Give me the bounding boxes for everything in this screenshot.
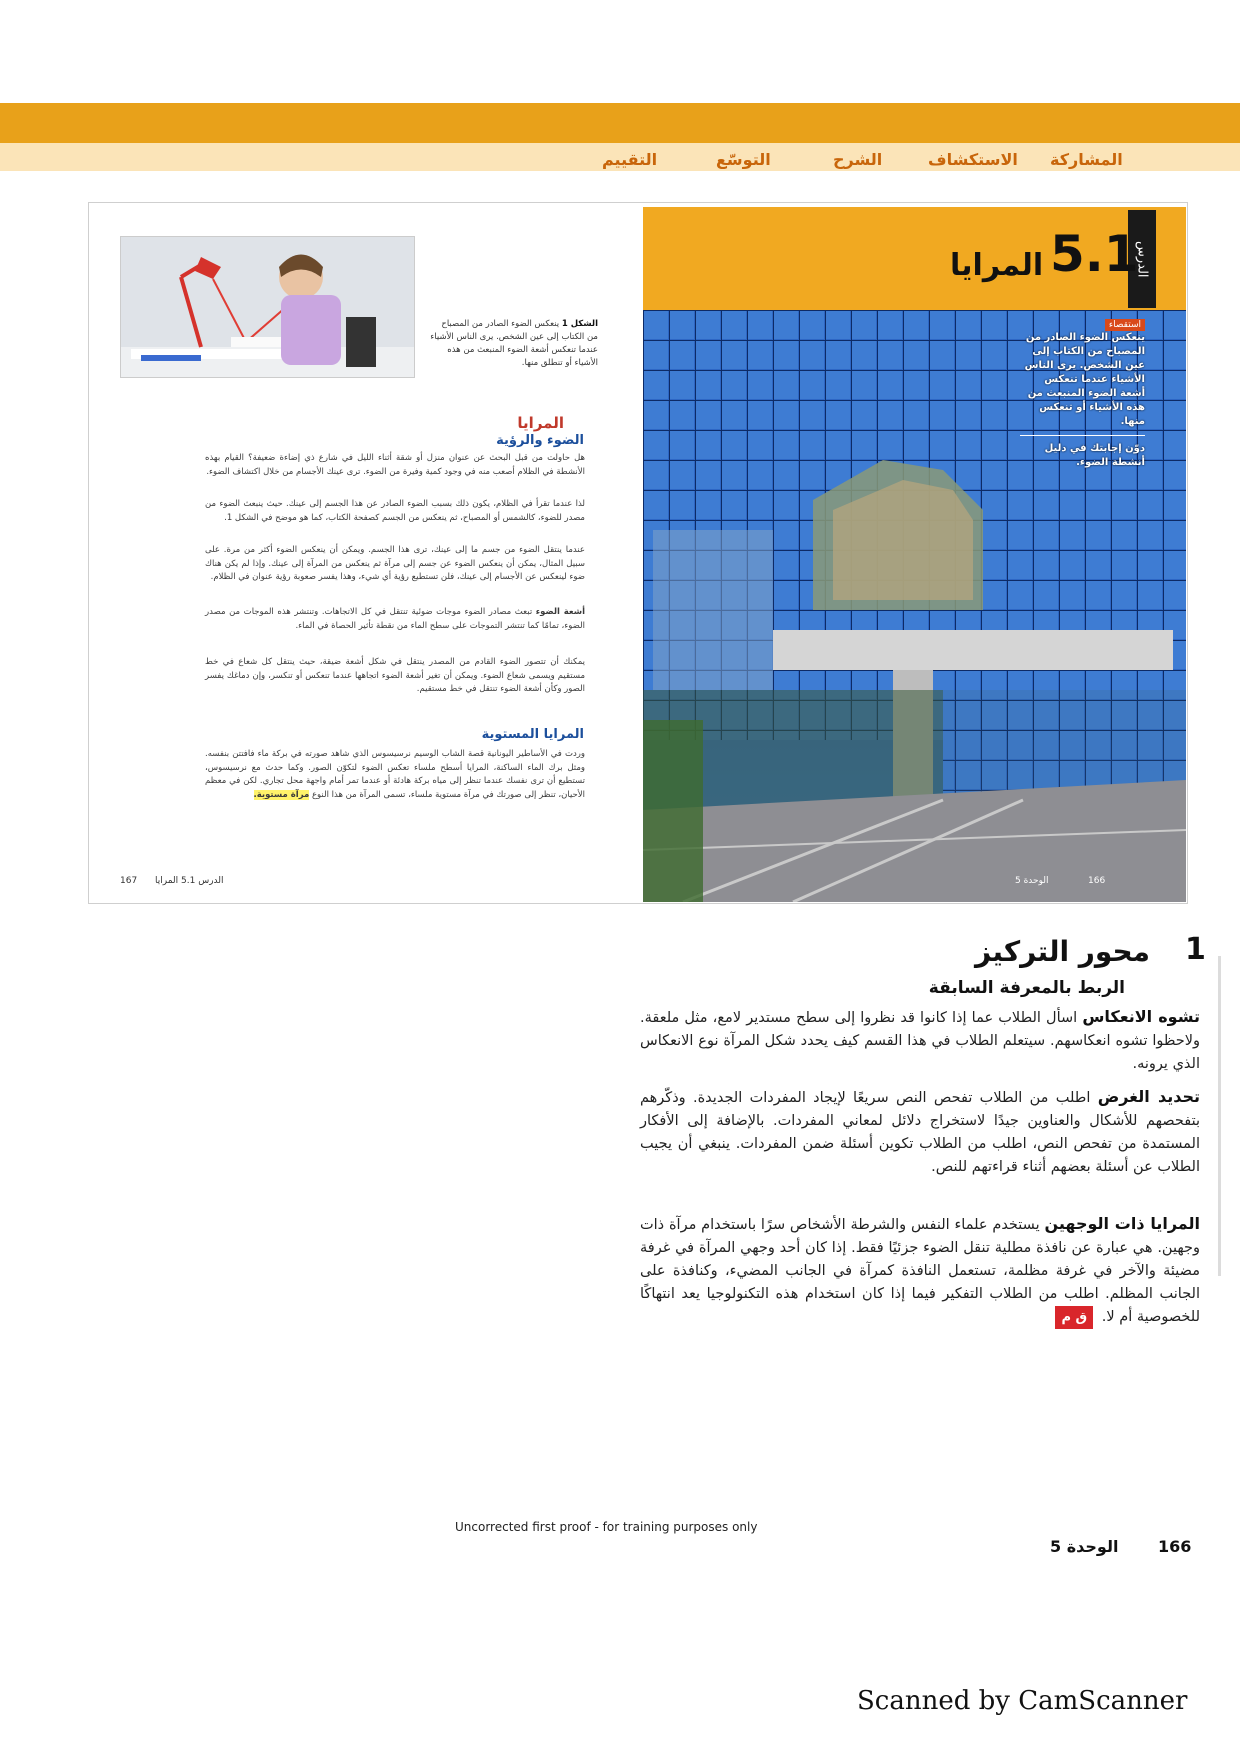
section-paragraph-6 <box>205 748 585 802</box>
section-paragraph-5: يمكنك أن تتصور الضوء القادم من المصدر ينتقل في شكل أشعة ضيقة، حيث ينتقل كل شعاع في خط مستقيم ويسمى شعاع الضوء. ويمكن أن تغير أشعة الضوء اتجاهها عندما تنعكس أو تنكسر، وإن دماغك يفسر الصور وكأن أشعة الضوء تنتقل في خط مستقيم. <box>205 657 585 694</box>
lesson-title: المرايا <box>950 248 1044 283</box>
inquiry-tag: استقصاء <box>1105 319 1145 331</box>
section-paragraph-2: لذا عندما تقرأ في الظلام، يكون ذلك بسبب الضوء الصادر عن هذا الجسم إلى عينك. حيث ينبعث الضوء من مصدر للضوء، كالشمس أو المصباح، ثم ينعكس من الجسم كصفحة الكتاب، كما هو موضح في الشكل 1. <box>205 499 585 523</box>
focus-block-purpose <box>640 1085 1200 1179</box>
figure-caption <box>428 318 598 370</box>
section-paragraph-6-text: وردت في الأساطير اليونانية قصة الشاب الوسيم نرسيسوس الذي شاهد صورته في بركة ماء فافتتن بنفسه. ومثل برك الماء الساكنة، المرايا أسطح ملساء تعكس الضوء لتكوّن الصور. وكما حدث مع نرسيسوس، تستطيع أن ترى نفسك عندما تنظر إلى مياه بركة هادئة أو عندما تمر أمام واجهة محل تجاري. لكن في معظم الأحيان، تنظر إلى صورتك في مرآة مستوية ملساء، تسمى المرآة من هذا النوع <box>205 749 585 800</box>
unit-label: الوحدة 5 <box>1050 1537 1119 1556</box>
focus-block-distortion-text: اسأل الطلاب عما إذا كانوا قد نظروا إلى سطح مستدير لامع، مثل ملعقة. ولاحظوا تشوه انعكاسهم. سيتعلم الطلاب في هذا القسم كيف يحدد شكل المرآة نوع الانعكاس الذي يرونه. <box>640 1010 1200 1072</box>
figure-caption-text: ينعكس الضوء الصادر من المصباح من الكتاب إلى عين الشخص. يرى الناس الأشياء عندما تنعكس أشعة الضوء المنبعث من هذه الأشياء أو تنطلق منها. <box>430 319 598 368</box>
focus-block-distortion <box>640 1005 1200 1076</box>
tab-engage[interactable]: المشاركة <box>1050 150 1123 169</box>
focus-title: محور التركيز <box>974 935 1150 968</box>
scanner-watermark: Scanned by CamScanner <box>857 1686 1188 1716</box>
focus-block-two-way-mirror-head: المرايا ذات الوجهين <box>1044 1214 1201 1233</box>
focus-block-two-way-mirror-text: يستخدم علماء النفس والشرطة الأشخاص سرًا باستخدام مرآة ذات وجهين. هي عبارة عن نافذة مطلية تنقل الضوء جزئيًا فقط. إذا كان أحد وجهي المرآة في غرفة مضيئة والآخر في غرفة مظلمة، تستعمل النافذة كمرآة في الجانب المضيء، وكنافذة على الجانب المظلم. اطلب من الطلاب التفكير فيما إذا كان استخدام هذه التكنولوجيا يعد انتهاكًا للخصوصية أم لا. <box>640 1217 1200 1325</box>
focus-block-purpose-head: تحديد الغرض <box>1097 1087 1200 1106</box>
section-subheading: الضوء والرؤية <box>496 433 584 448</box>
section-subheading-2: المرايا المستوية <box>481 727 584 742</box>
focus-number: 1 <box>1185 932 1206 967</box>
tab-explain[interactable]: الشرح <box>833 150 883 169</box>
inquiry-note: دوّن إجابتك في دليل أنشطة الضوء. <box>1044 443 1145 468</box>
figure-photo <box>120 236 415 378</box>
inquiry-text: ينعكس الضوء الصادر من المصباح من الكتاب إلى عين الشخص. يرى الناس الأشياء عندما تنعكس أشعة الضوء المنبعث من هذه الأشياء أو تنعكس منها. <box>1024 332 1145 427</box>
section-paragraph-1: هل حاولت من قبل البحث عن عنوان منزل أو شقة أثناء الليل في شارع ذي إضاءة ضعيفة؟ القيام بهذه الأنشطة في الظلام أصعب منه في وجود كمية وفيرة من الضوء. ترى عينك الأجسام من خلال اكتشاف الضوء. <box>205 453 585 477</box>
inquiry-overlay <box>1020 312 1145 470</box>
lesson-tag: الدرس <box>1128 210 1156 308</box>
right-spread-unit: الوحدة 5 <box>1015 876 1049 886</box>
left-page-number: 167 <box>120 876 138 886</box>
plane-mirror-term: مرآة مستوية. <box>253 789 310 800</box>
tab-evaluate[interactable]: التقييم <box>602 150 658 169</box>
lesson-number: 5.1 <box>1050 225 1139 283</box>
focus-block-distortion-head: تشوه الانعكاس <box>1082 1007 1200 1026</box>
question-badge: ق م <box>1055 1306 1093 1329</box>
section-paragraph-4 <box>205 606 585 633</box>
figure-label: الشكل 1 <box>561 319 598 329</box>
light-rays-term: أشعة الضوء <box>535 607 586 617</box>
focus-subheading: الربط بالمعرفة السابقة <box>928 978 1125 998</box>
tab-elaborate[interactable]: التوسّع <box>716 150 771 169</box>
tab-explore[interactable]: الاستكشاف <box>928 150 1018 169</box>
focus-block-two-way-mirror <box>640 1212 1200 1329</box>
proof-notice: Uncorrected first proof - for training purposes only <box>455 1520 758 1534</box>
page-edge-shadow <box>1218 956 1221 1276</box>
focus-block-purpose-text: اطلب من الطلاب تفحص النص سريعًا لإيجاد المفردات الجديدة. وذكّرهم بتفحصهم للأشكال والعناوين جيدًا لاستخراج دلائل لمعاني المفردات. بالإضافة إلى الأفكار المستمدة من تفحص النص، اطلب من الطلاب تكوين أسئلة ضمن المفردات. ينبغي أن يجيب الطلاب عن أسئلة بعضهم أثناء قراءتهم للنص. <box>640 1090 1200 1175</box>
section-paragraph-4-text: تبعث مصادر الضوء موجات ضوئية تنتقل في كل الاتجاهات. وتنتشر هذه الموجات من مصدر الضوء، تمامًا كما تنتشر التموجات على سطح الماء من نقطة تأثير الحصاة في الماء. <box>205 607 585 631</box>
section-paragraph-3: عندما ينتقل الضوء من جسم ما إلى عينك، ترى هذا الجسم. ويمكن أن ينعكس الضوء أكثر من مرة. على سبيل المثال، يمكن أن ينعكس الضوء عن جسم إلى مرآة ثم ينعكس من المرآة إلى عينك. وإذا لم يكن هناك ضوء لينعكس عن الأجسام إلى عينك، فلن تستطيع رؤية أي شيء، وهذا يفسر صعوبة رؤية عنوان في الظلام. <box>205 545 585 582</box>
section-heading: المرايا <box>517 414 564 432</box>
top-orange-band <box>0 103 1240 143</box>
right-spread-page-number: 166 <box>1088 876 1106 886</box>
page-number: 166 <box>1158 1537 1192 1556</box>
left-page-label: الدرس 5.1 المرايا <box>155 876 224 886</box>
